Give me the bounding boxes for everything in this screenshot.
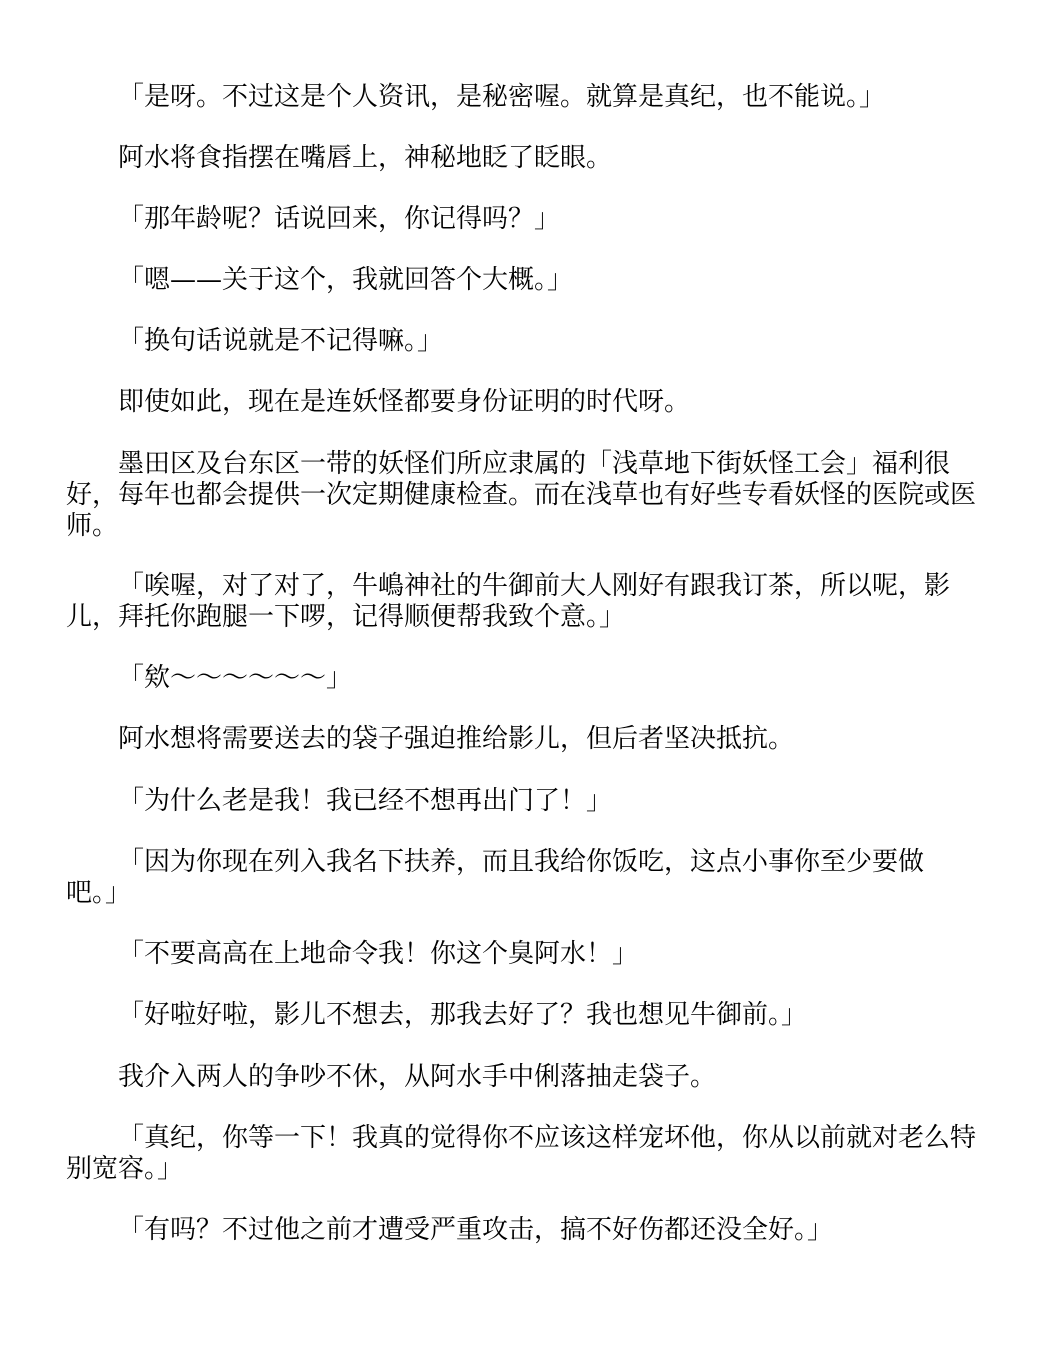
paragraph-7: 墨田区及台东区一带的妖怪们所应隶属的「浅草地下街妖怪工会」福利很好，每年也都会提供一次定期健康检查。而在浅草也有好些专看妖怪的医院或医师。 bbox=[66, 449, 977, 541]
paragraph-1: 「是呀。不过这是个人资讯，是秘密喔。就算是真纪，也不能说。」 bbox=[118, 82, 886, 112]
paragraph-17: 「有吗？不过他之前才遭受严重攻击，搞不好伤都还没全好。」 bbox=[118, 1215, 834, 1245]
paragraph-6: 即使如此，现在是连妖怪都要身份证明的时代呀。 bbox=[118, 387, 691, 417]
paragraph-4: 「嗯——关于这个，我就回答个大概。」 bbox=[118, 265, 574, 295]
paragraph-10: 阿水想将需要送去的袋子强迫推给影儿，但后者坚决抵抗。 bbox=[118, 724, 795, 754]
paragraph-15: 我介入两人的争吵不休，从阿水手中俐落抽走袋子。 bbox=[118, 1062, 717, 1092]
paragraph-2: 阿水将食指摆在嘴唇上，神秘地眨了眨眼。 bbox=[118, 143, 613, 173]
paragraph-12: 「因为你现在列入我名下扶养，而且我给你饭吃，这点小事你至少要做吧。」 bbox=[66, 847, 925, 908]
paragraph-16: 「真纪，你等一下！我真的觉得你不应该这样宠坏他，你从以前就对老么特别宽容。」 bbox=[66, 1123, 977, 1184]
paragraph-9: 「欸～～～～～～」 bbox=[118, 663, 353, 693]
paragraph-14: 「好啦好啦，影儿不想去，那我去好了？我也想见牛御前。」 bbox=[118, 1000, 808, 1030]
paragraph-8: 「唉喔，对了对了，牛嶋神社的牛御前大人刚好有跟我订茶，所以呢，影儿，拜托你跑腿一下啰，记得顺便帮我致个意。」 bbox=[66, 571, 951, 632]
paragraph-3: 「那年龄呢？话说回来，你记得吗？」 bbox=[118, 204, 561, 234]
paragraph-13: 「不要高高在上地命令我！你这个臭阿水！」 bbox=[118, 939, 639, 969]
paragraph-5: 「换句话说就是不记得嘛。」 bbox=[118, 326, 444, 356]
paragraph-11: 「为什么老是我！我已经不想再出门了！」 bbox=[118, 786, 613, 816]
